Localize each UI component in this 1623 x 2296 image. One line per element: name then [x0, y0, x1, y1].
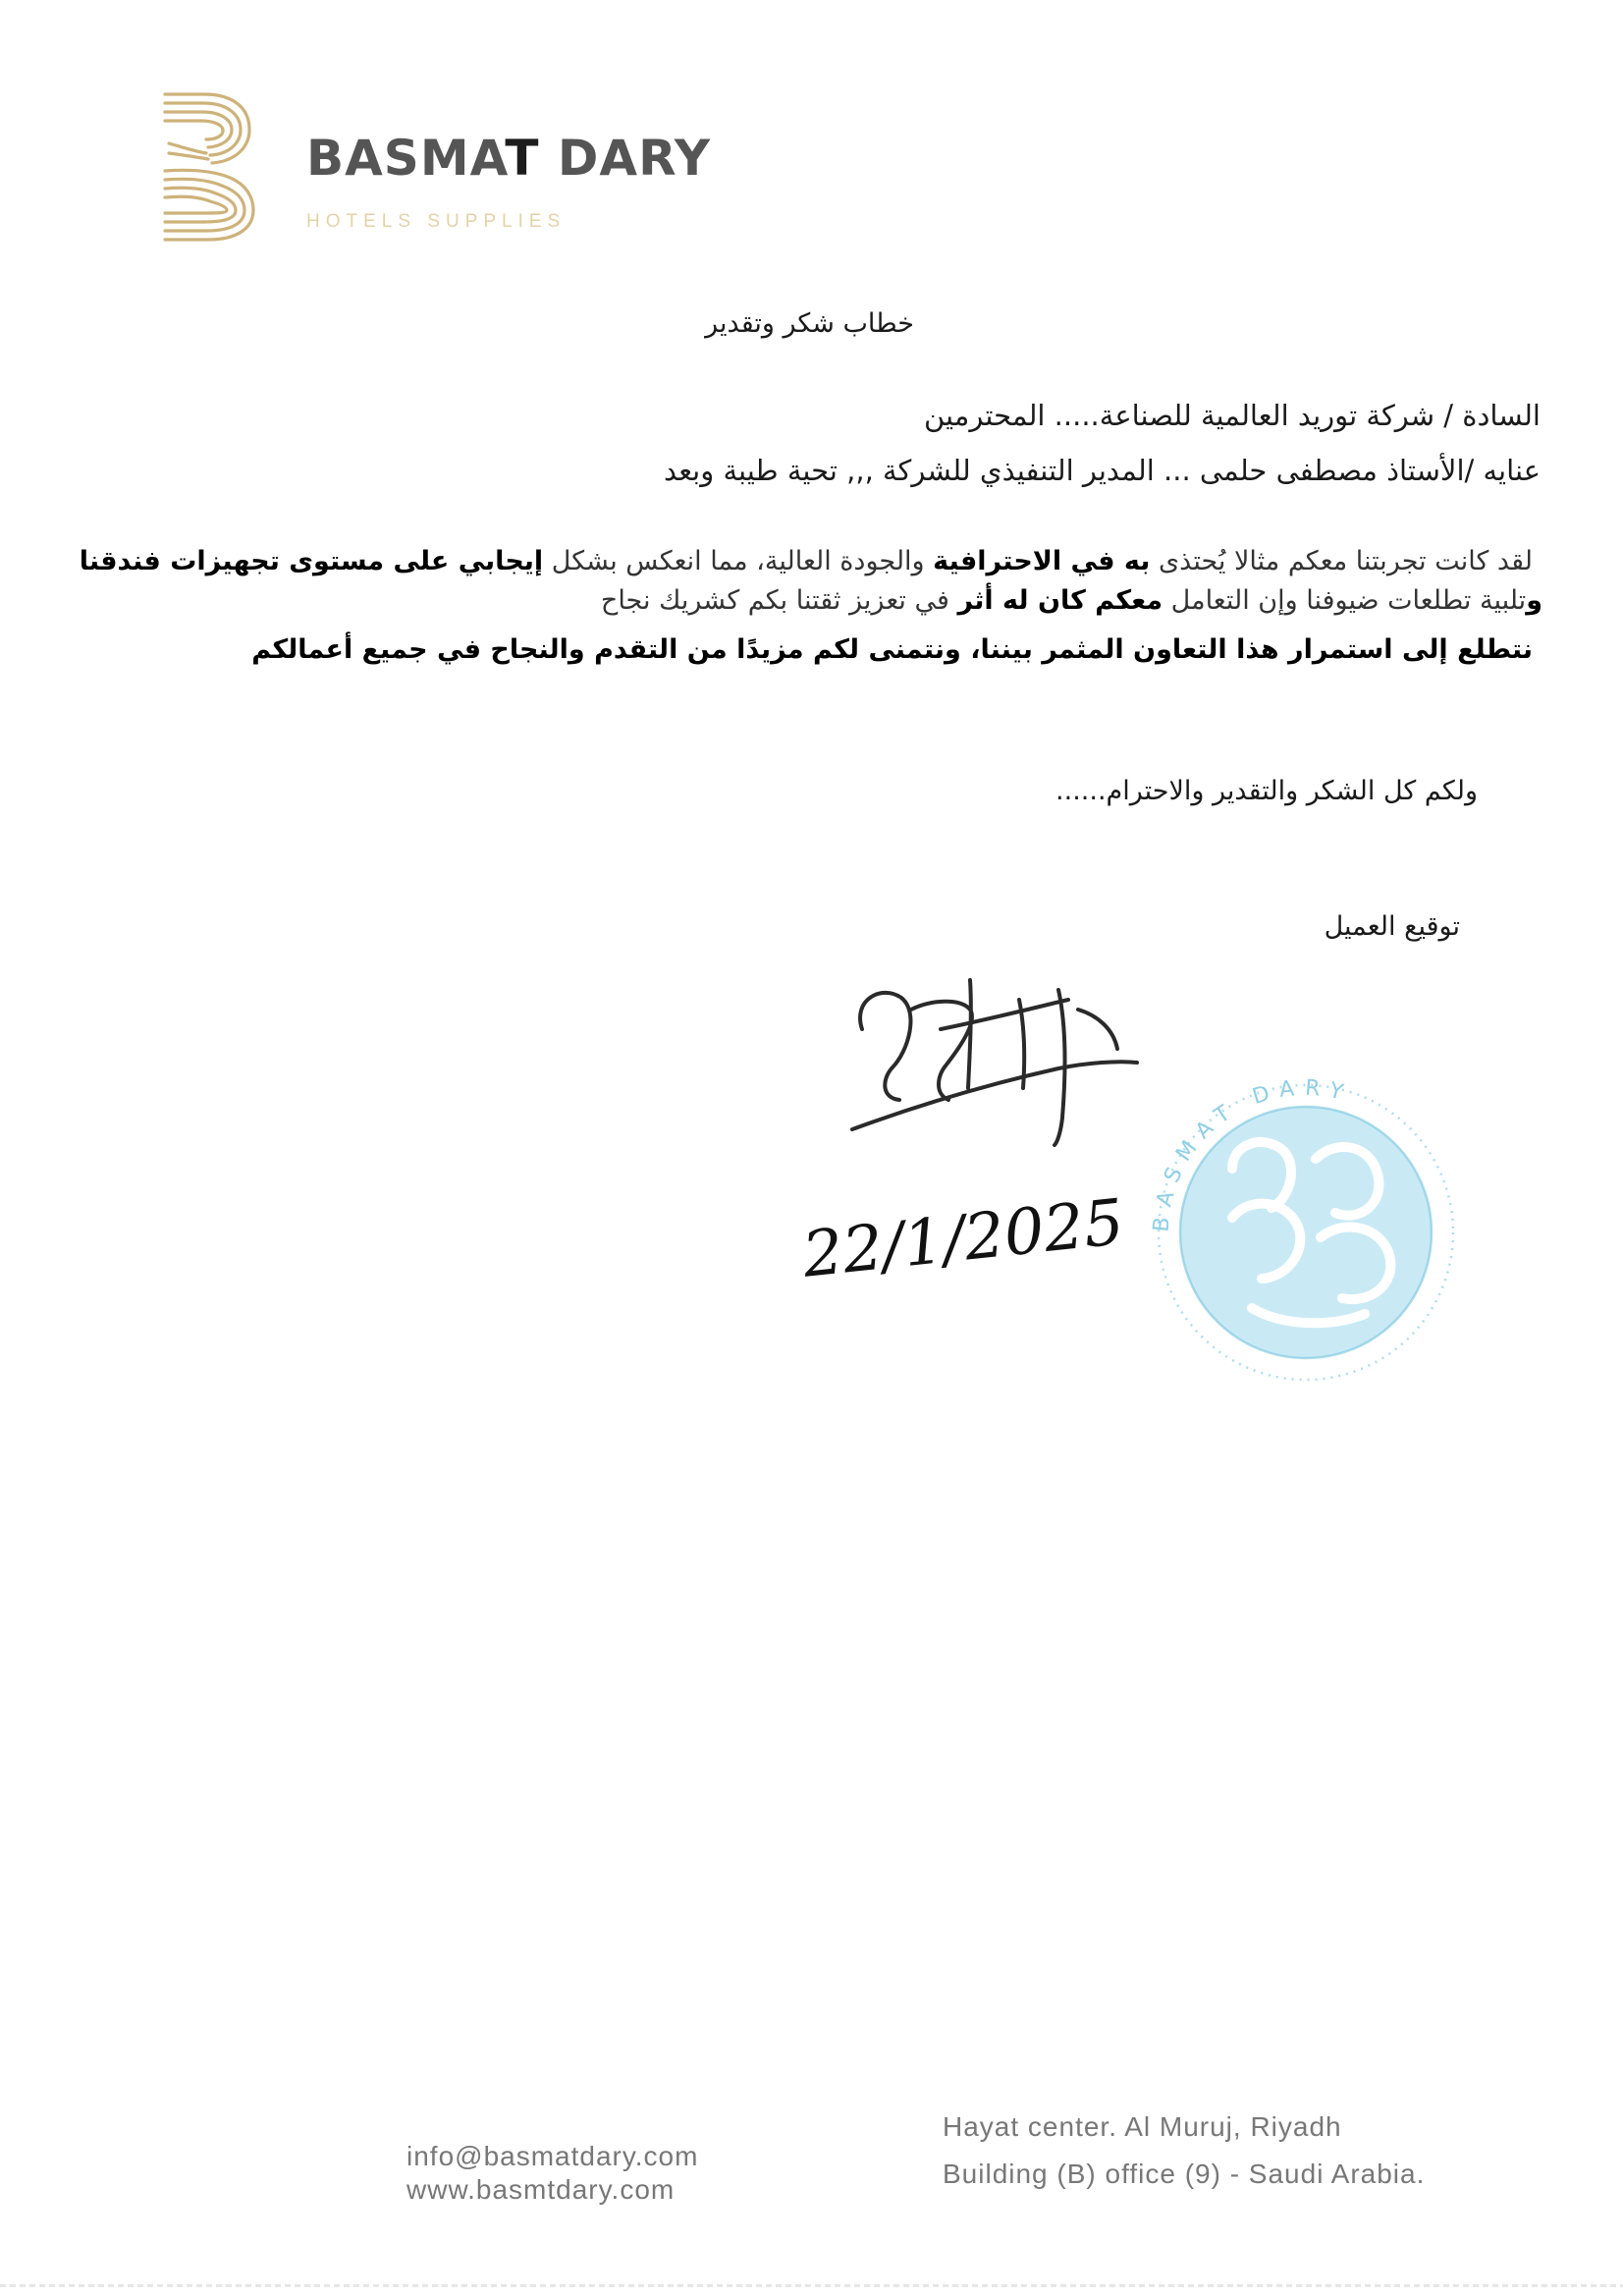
footer-website[interactable]: www.basmtdary.com [406, 2174, 676, 2205]
page-bottom-edge [0, 2284, 1623, 2287]
brand-tagline: HOTELS SUPPLIES [306, 211, 567, 232]
addressee-line: السادة / شركة توريد العالمية للصناعة..... المحترمين [923, 399, 1541, 432]
body-line: لقد كانت تجربتنا معكم مثالا يُحتذى به في الاحترافية والجودة العالية، مما انعكس بشكل إيجابي على مستوى تجهيزات فندقنا [79, 546, 1533, 576]
stamp-text: BASMAT DARY [1149, 1075, 1355, 1233]
brand-name: BASMAT DARY [306, 130, 712, 187]
signature-icon [823, 970, 1147, 1147]
signature-date: 22/1/2025 [799, 1185, 1128, 1292]
footer-email[interactable]: info@basmatdary.com [406, 2141, 699, 2171]
basmat-dary-logo-icon [159, 84, 257, 249]
closing-line: ولكم كل الشكر والتقدير والاحترام...... [1055, 776, 1478, 806]
letter-title: خطاب شكر وتقدير [705, 308, 914, 339]
body-line: وتلبية تطلعات ضيوفنا وإن التعامل معكم كان له أثر في تعزيز ثقتنا بكم كشريك نجاح [600, 585, 1542, 616]
company-stamp-icon [1124, 1051, 1488, 1414]
footer-address-line: Hayat center. Al Muruj, Riyadh [943, 2111, 1342, 2142]
attention-line: عنايه /الأستاذ مصطفى حلمى ... المدير التنفيذي للشركة ,,, تحية طيبة وبعد [663, 454, 1541, 487]
signature-label: توقيع العميل [1324, 911, 1460, 942]
body-line: نتطلع إلى استمرار هذا التعاون المثمر بيننا، ونتمنى لكم مزيدًا من التقدم والنجاح في جميع أعمالكم [251, 634, 1533, 665]
footer-address-line: Building (B) office (9) - Saudi Arabia. [943, 2159, 1426, 2189]
